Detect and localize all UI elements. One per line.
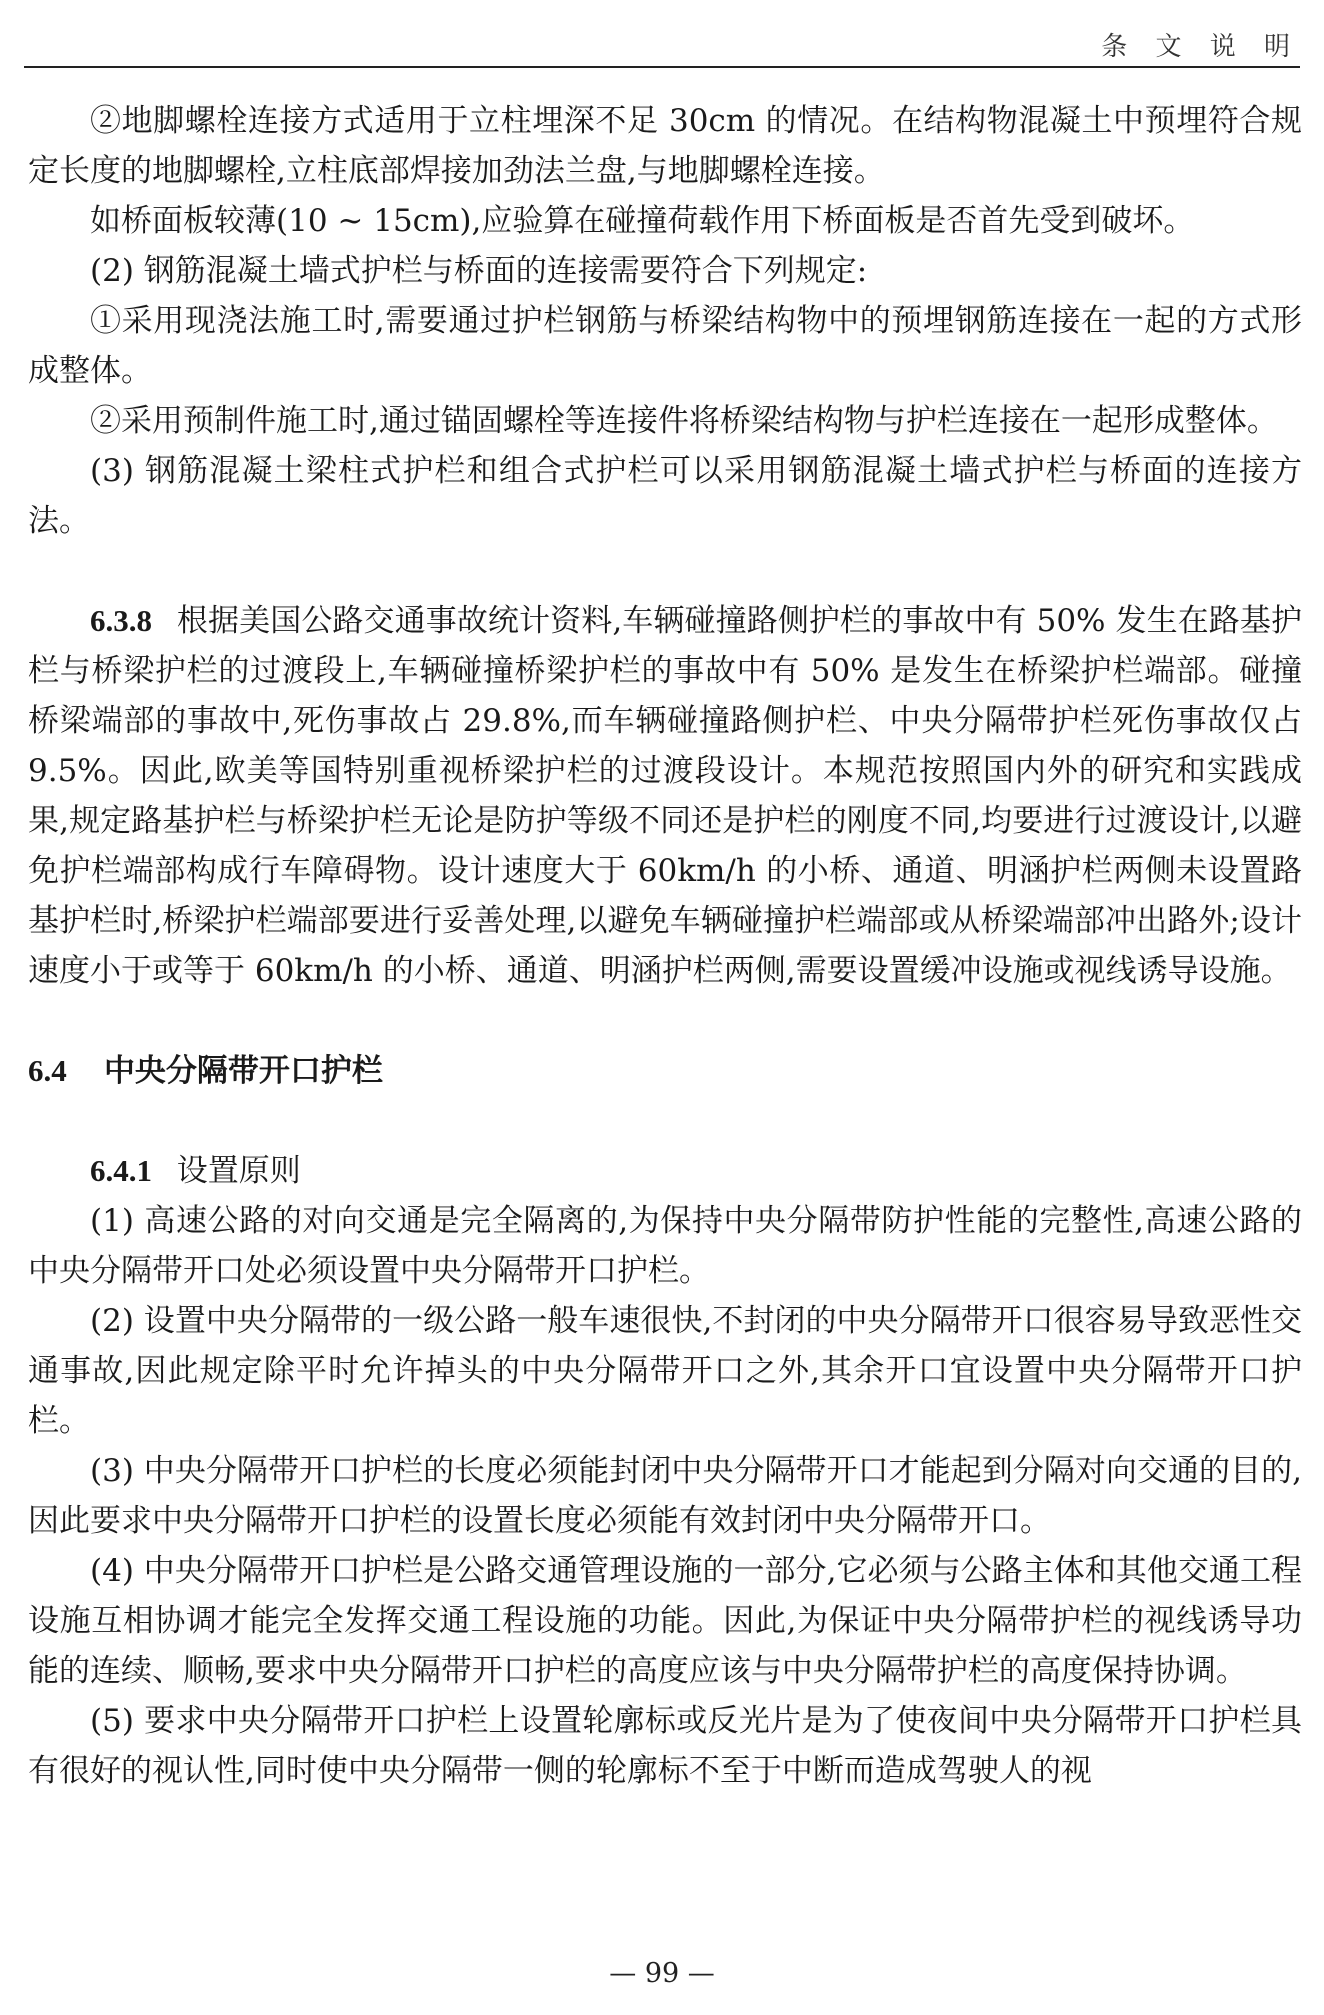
- paragraph-cast-in-place: ①采用现浇法施工时,需要通过护栏钢筋与桥梁结构物中的预埋钢筋连接在一起的方式形成整体。: [28, 303, 1302, 389]
- paragraph-precast: ②采用预制件施工时,通过锚固螺栓等连接件将桥梁结构物与护栏连接在一起形成整体。: [90, 403, 1278, 439]
- section-heading: [28, 1046, 1302, 1096]
- section-title: 中央分隔带开口护栏: [103, 1053, 383, 1089]
- running-title: 条 文 说 明: [1101, 32, 1300, 62]
- list-item: (4) 中央分隔带开口护栏是公路交通管理设施的一部分,它必须与公路主体和其他交通工程设施互相协调才能完全发挥交通工程设施的功能。因此,为保证中央分隔带护栏的视线诱导功能的连续、顺畅,要求中央分隔带开口护栏的高度应该与中央分隔带护栏的高度保持协调。: [28, 1553, 1302, 1689]
- spacer: [28, 1096, 1302, 1146]
- list-item: (3) 中央分隔带开口护栏的长度必须能封闭中央分隔带开口才能起到分隔对向交通的目的,因此要求中央分隔带开口护栏的设置长度必须能有效封闭中央分隔带开口。: [28, 1453, 1302, 1539]
- paragraph-wall-connection: (2) 钢筋混凝土墙式护栏与桥面的连接需要符合下列规定:: [90, 253, 868, 289]
- page-body: [28, 96, 1302, 1796]
- list-item: (1) 高速公路的对向交通是完全隔离的,为保持中央分隔带防护性能的完整性,高速公路的中央分隔带开口处必须设置中央分隔带开口护栏。: [28, 1203, 1302, 1289]
- spacer: [28, 546, 1302, 596]
- header-rule: [24, 66, 1300, 68]
- paragraph-anchor-bolt: ②地脚螺栓连接方式适用于立柱埋深不足 30cm 的情况。在结构物混凝土中预埋符合规定长度的地脚螺栓,立柱底部焊接加劲法兰盘,与地脚螺栓连接。: [28, 103, 1302, 189]
- section-number: 6.4: [28, 1053, 67, 1088]
- paragraph-beam-post: (3) 钢筋混凝土梁柱式护栏和组合式护栏可以采用钢筋混凝土墙式护栏与桥面的连接方法。: [28, 453, 1302, 539]
- clause-text: 根据美国公路交通事故统计资料,车辆碰撞路侧护栏的事故中有 50% 发生在路基护栏与桥梁护栏的过渡段上,车辆碰撞桥梁护栏的事故中有 50% 是发生在桥梁护栏端部。碰撞桥梁端部的事故中,死伤事故占 29.8%,而车辆碰撞路侧护栏、中央分隔带护栏死伤事故仅占 9.5%。因此,欧美等国特别重视桥梁护栏的过渡段设计。本规范按照国内外的研究和实践成果,规定路基护栏与桥梁护栏无论是防护等级不同还是护栏的刚度不同,均要进行过渡设计,以避免护栏端部构成行车障碍物。设计速度大于 60km/h 的小桥、通道、明涵护栏两侧未设置路基护栏时,桥梁护栏端部要进行妥善处理,以避免车辆碰撞护栏端部或从桥梁端部冲出路外;设计速度小于或等于 60km/h 的小桥、通道、明涵护栏两侧,需要设置缓冲设施或视线诱导设施。: [28, 603, 1302, 989]
- list-item: (2) 设置中央分隔带的一级公路一般车速很快,不封闭的中央分隔带开口很容易导致恶性交通事故,因此规定除平时允许掉头的中央分隔带开口之外,其余开口宜设置中央分隔带开口护栏。: [28, 1303, 1302, 1439]
- clause-6-3-8: [28, 596, 1302, 996]
- clause-number: 6.4.1: [90, 1153, 152, 1188]
- paragraph-deck-slab: 如桥面板较薄(10 ~ 15cm),应验算在碰撞荷载作用下桥面板是否首先受到破坏。: [90, 203, 1195, 239]
- clause-number: 6.3.8: [90, 603, 152, 638]
- spacer: [28, 996, 1302, 1046]
- list-item: (5) 要求中央分隔带开口护栏上设置轮廓标或反光片是为了使夜间中央分隔带开口护栏具有很好的视认性,同时使中央分隔带一侧的轮廓标不至于中断而造成驾驶人的视: [28, 1703, 1302, 1789]
- page-number: — 99 —: [609, 1958, 715, 1989]
- clause-title: 设置原则: [176, 1153, 301, 1189]
- clause-6-4-1-heading: [28, 1146, 1302, 1196]
